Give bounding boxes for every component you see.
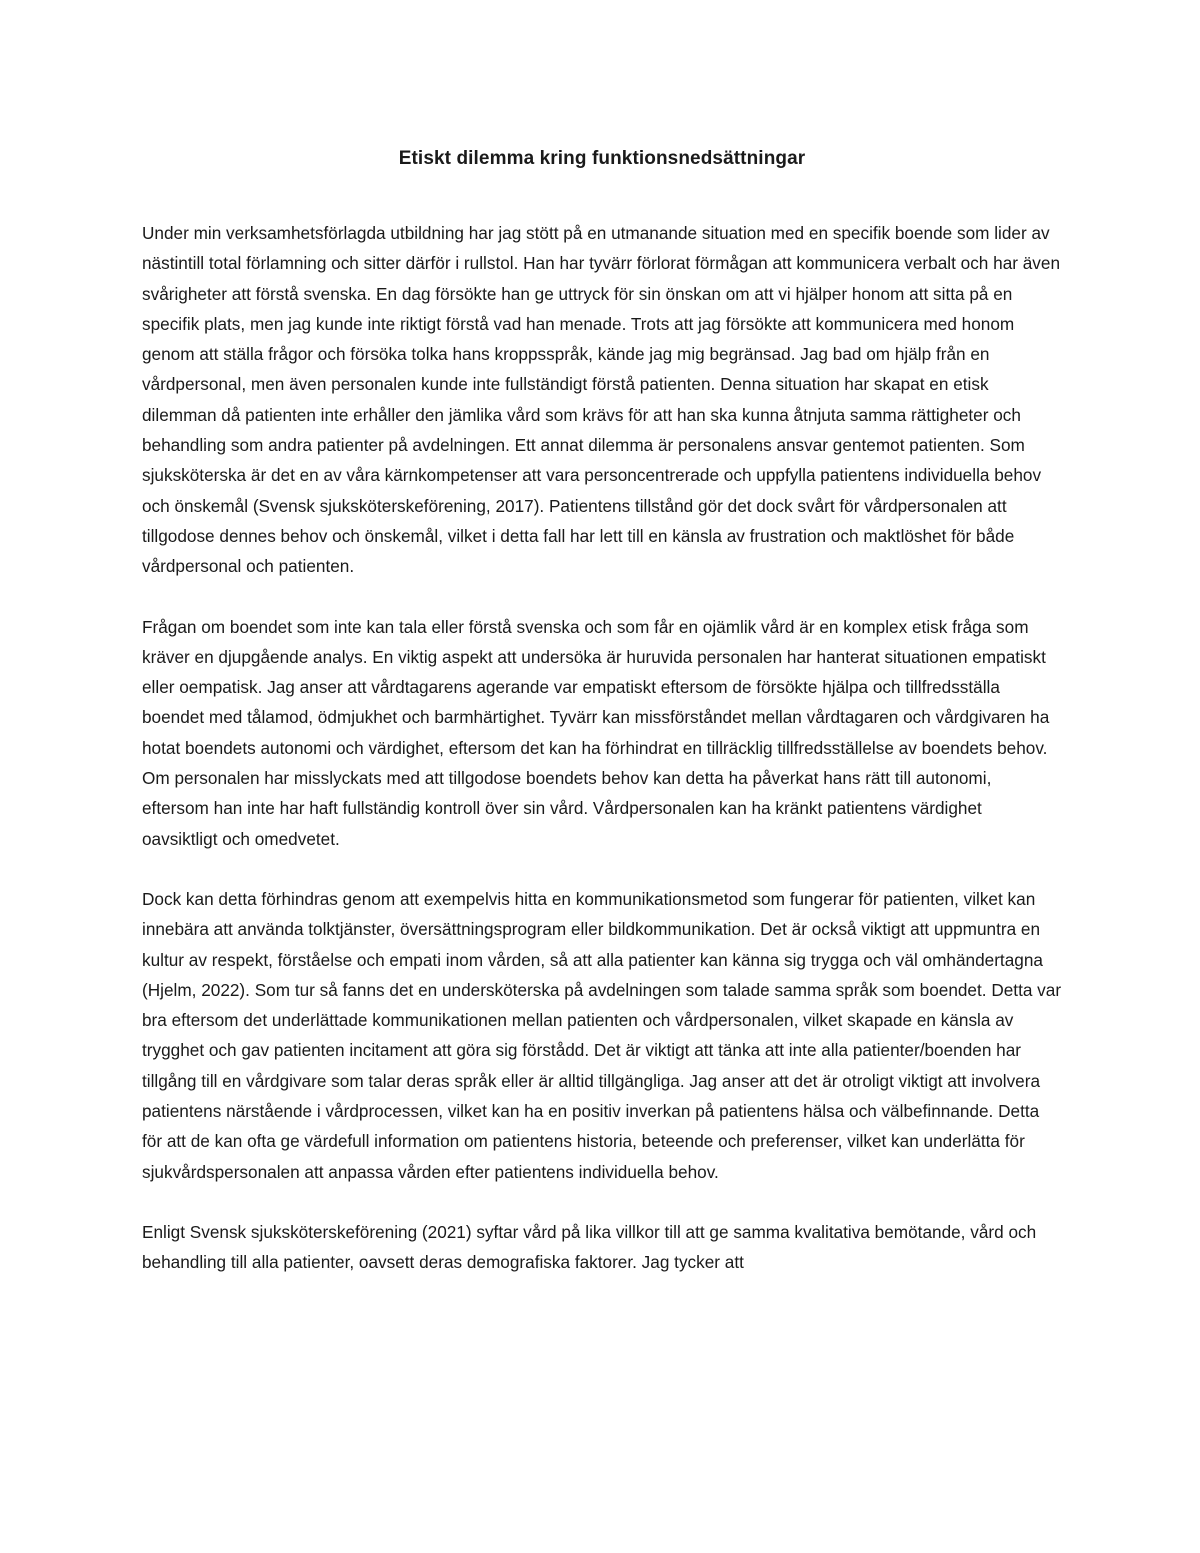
document-title: Etiskt dilemma kring funktionsnedsättningar: [398, 148, 806, 169]
paragraph-4: Enligt Svensk sjuksköterskeförening (2021) syftar vård på lika villkor till att ge samma kvalitativa bemötande, vård och behandling till alla patienter, oavsett deras demografiska faktorer. Jag tycker att: [142, 1221, 1037, 1273]
paragraph-2: Frågan om boendet som inte kan tala eller förstå svenska och som får en ojämlik vård är en komplex etisk fråga som kräver en djupgående analys. En viktig aspekt att undersöka är huruvida personalen har hanterat situationen empatiskt eller oempatisk. Jag anser att vårdtagarens agerande var empatiskt eftersom de försökte hjälpa och tillfredsställa boendet med tålamod, ödmjukhet och barmhärtighet. Tyvärr kan missförståndet mellan vårdtagaren och vårdgivaren ha hotat boendets autonomi och värdighet, eftersom det kan ha förhindrat en tillräcklig tillfredsställelse av boendets behov. Om personalen har misslyckats med att tillgodose boendets behov kan detta ha påverkat hans rätt till autonomi, eftersom han inte har haft fullständig kontroll över sin vård. Vårdpersonalen kan ha kränkt patientens värdighet oavsiktligt och omedvetet.: [142, 616, 1050, 849]
paragraph-1: Under min verksamhetsförlagda utbildning har jag stött på en utmanande situation med en specifik boende som lider av nästintill total förlamning och sitter därför i rullstol. Han har tyvärr förlorat förmågan att kommunicera verbalt och har även svårigheter att förstå svenska. En dag försökte han ge uttryck för sin önskan om att vi hjälper honom att sitta på en specifik plats, men jag kunde inte riktigt förstå vad han menade. Trots att jag försökte att kommunicera med honom genom att ställa frågor och försöka tolka hans kroppsspråk, kände jag mig begränsad. Jag bad om hjälp från en vårdpersonal, men även personalen kunde inte fullständigt förstå patienten. Denna situation har skapat en etisk dilemman då patienten inte erhåller den jämlika vård som krävs för att han ska kunna åtnjuta samma rättigheter och behandling som andra patienter på avdelningen. Ett annat dilemma är personalens ansvar gentemot patienten. Som sjuksköterska är det en av våra kärnkompetenser att vara personcentrerade och uppfylla patientens individuella behov och önskemål (Svensk sjuksköterskeförening, 2017). Patientens tillstånd gör det dock svårt för vårdpersonalen att tillgodose dennes behov och önskemål, vilket i detta fall har lett till en känsla av frustration och maktlöshet för både vårdpersonal och patienten.: [142, 223, 1061, 577]
paragraph-3: Dock kan detta förhindras genom att exempelvis hitta en kommunikationsmetod som fungerar för patienten, vilket kan innebära att använda tolktjänster, översättningsprogram eller bildkommunikation. Det är också viktigt att uppmuntra en kultur av respekt, förståelse och empati inom vården, så att alla patienter kan känna sig trygga och väl omhändertagna (Hjelm, 2022). Som tur så fanns det en undersköterska på avdelningen som talade samma språk som boendet. Detta var bra eftersom det underlättade kommunikationen mellan patienten och vårdpersonalen, vilket skapade en känsla av trygghet och gav patienten incitament att göra sig förstådd. Det är viktigt att tänka att inte alla patienter/boenden har tillgång till en vårdgivare som talar deras språk eller är alltid tillgängliga. Jag anser att det är otroligt viktigt att involvera patientens närstående i vårdprocessen, vilket kan ha en positiv inverkan på patientens hälsa och välbefinnande. Detta för att de kan ofta ge värdefull information om patientens historia, beteende och preferenser, vilket kan underlätta för sjukvårdspersonalen att anpassa vården efter patientens individuella behov.: [142, 888, 1062, 1182]
document-body: [142, 144, 1062, 1278]
